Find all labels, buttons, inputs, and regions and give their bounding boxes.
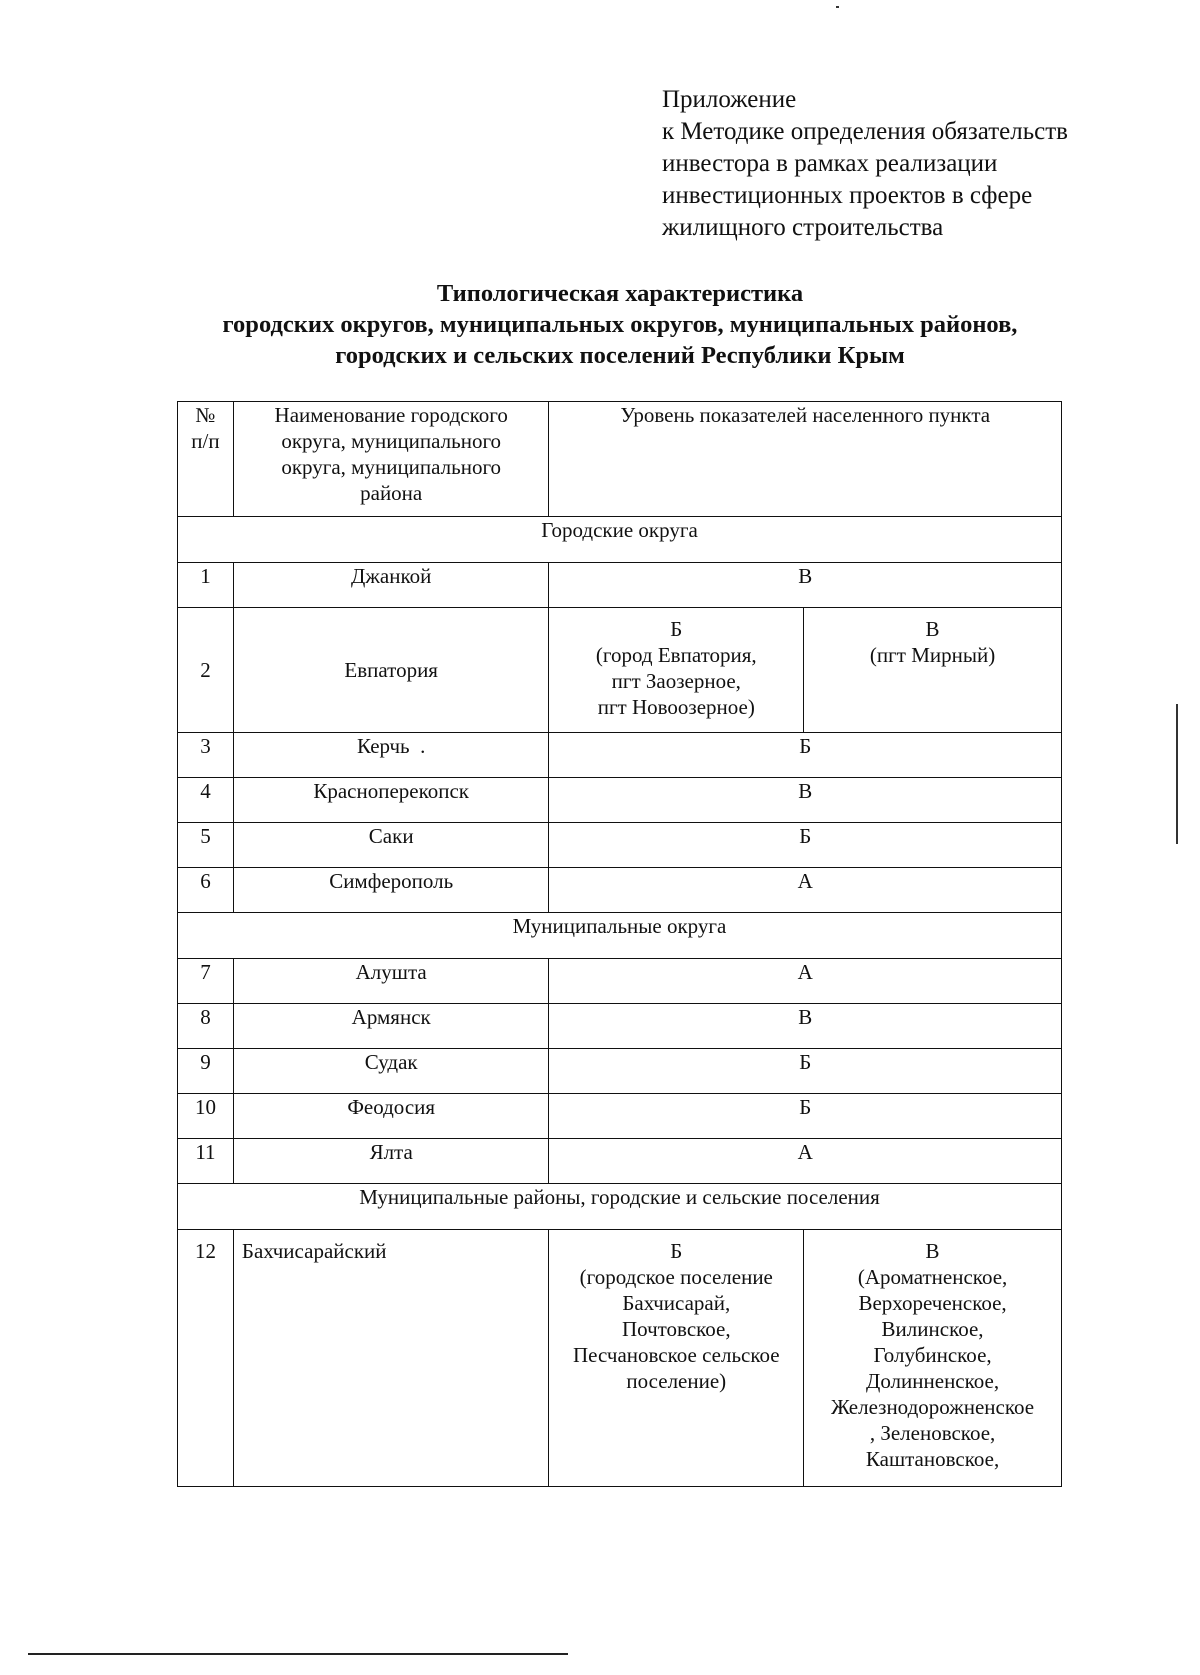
row-name: Джанкой xyxy=(233,563,549,608)
appendix-line: к Методике определения обязательств xyxy=(662,118,1068,145)
section-row xyxy=(178,1184,1062,1230)
row-number: 6 xyxy=(178,868,234,913)
row-name: Алушта xyxy=(233,959,549,1004)
appendix-line: Приложение xyxy=(662,86,797,113)
title-line: городских и сельских поселений Республики Крым xyxy=(335,342,905,369)
row-level-a: Б (город Евпатория, пгт Заозерное, пгт Новоозерное) xyxy=(549,608,804,733)
row-level: А xyxy=(549,959,1062,1004)
header-name: Наименование городского округа, муниципального округа, муниципального района xyxy=(233,402,549,517)
row-level: В xyxy=(549,563,1062,608)
title-line: Типологическая характеристика xyxy=(436,280,804,307)
row-level: Б xyxy=(549,1049,1062,1094)
row-name: Красноперекопск xyxy=(233,778,549,823)
row-level: В xyxy=(549,1004,1062,1049)
row-name: Бахчисарайский xyxy=(233,1230,549,1487)
appendix-line: жилищного строительства xyxy=(662,214,944,241)
row-level: В xyxy=(549,778,1062,823)
row-number: 2 xyxy=(178,608,234,733)
document-title xyxy=(150,278,1090,371)
row-name: Армянск xyxy=(233,1004,549,1049)
typology-table xyxy=(177,401,1062,1487)
row-name: Ялта xyxy=(233,1139,549,1184)
scan-speck xyxy=(836,6,839,8)
table-row xyxy=(178,1094,1062,1139)
row-name: Судак xyxy=(233,1049,549,1094)
row-number: 9 xyxy=(178,1049,234,1094)
row-number: 10 xyxy=(178,1094,234,1139)
section-row xyxy=(178,913,1062,959)
section-title: Городские округа xyxy=(178,517,1062,563)
section-title: Муниципальные районы, городские и сельские поселения xyxy=(178,1184,1062,1230)
table-row xyxy=(178,959,1062,1004)
row-level: А xyxy=(549,868,1062,913)
row-level: А xyxy=(549,1139,1062,1184)
row-number: 3 xyxy=(178,733,234,778)
row-name: Симферополь xyxy=(233,868,549,913)
title-line: городских округов, муниципальных округов, муниципальных районов, xyxy=(222,311,1018,338)
appendix-line: инвестора в рамках реализации xyxy=(662,150,998,177)
row-number: 4 xyxy=(178,778,234,823)
row-level-b: В (пгт Мирный) xyxy=(804,608,1062,733)
row-level-b: В (Ароматненское, Верхореченское, Вилинское, Голубинское, Долинненское, Железнодорожненское , Зеленовское, Каштановское, xyxy=(804,1230,1062,1487)
row-name: Саки xyxy=(233,823,549,868)
table-row xyxy=(178,563,1062,608)
row-number: 11 xyxy=(178,1139,234,1184)
table-row xyxy=(178,1230,1062,1487)
row-name: Феодосия xyxy=(233,1094,549,1139)
bottom-rule xyxy=(28,1653,568,1655)
table-row xyxy=(178,868,1062,913)
table-row xyxy=(178,1049,1062,1094)
row-number: 7 xyxy=(178,959,234,1004)
section-title: Муниципальные округа xyxy=(178,913,1062,959)
table-row xyxy=(178,608,1062,733)
table-row xyxy=(178,778,1062,823)
row-level: Б xyxy=(549,1094,1062,1139)
appendix-note xyxy=(662,84,1182,244)
header-level: Уровень показателей населенного пункта xyxy=(549,402,1062,517)
table-header-row xyxy=(178,402,1062,517)
header-number: № п/п xyxy=(178,402,234,517)
table-row xyxy=(178,1004,1062,1049)
row-number: 8 xyxy=(178,1004,234,1049)
row-name: Керчь . xyxy=(233,733,549,778)
section-row xyxy=(178,517,1062,563)
row-number: 1 xyxy=(178,563,234,608)
scan-edge-line xyxy=(1176,704,1178,844)
row-number: 5 xyxy=(178,823,234,868)
row-number: 12 xyxy=(178,1230,234,1487)
row-level: Б xyxy=(549,733,1062,778)
row-level-a: Б (городское поселение Бахчисарай, Почтовское, Песчановское сельское поселение) xyxy=(549,1230,804,1487)
appendix-line: инвестиционных проектов в сфере xyxy=(662,182,1033,209)
table-row xyxy=(178,823,1062,868)
table-row xyxy=(178,1139,1062,1184)
row-name: Евпатория xyxy=(233,608,549,733)
table-row xyxy=(178,733,1062,778)
row-level: Б xyxy=(549,823,1062,868)
